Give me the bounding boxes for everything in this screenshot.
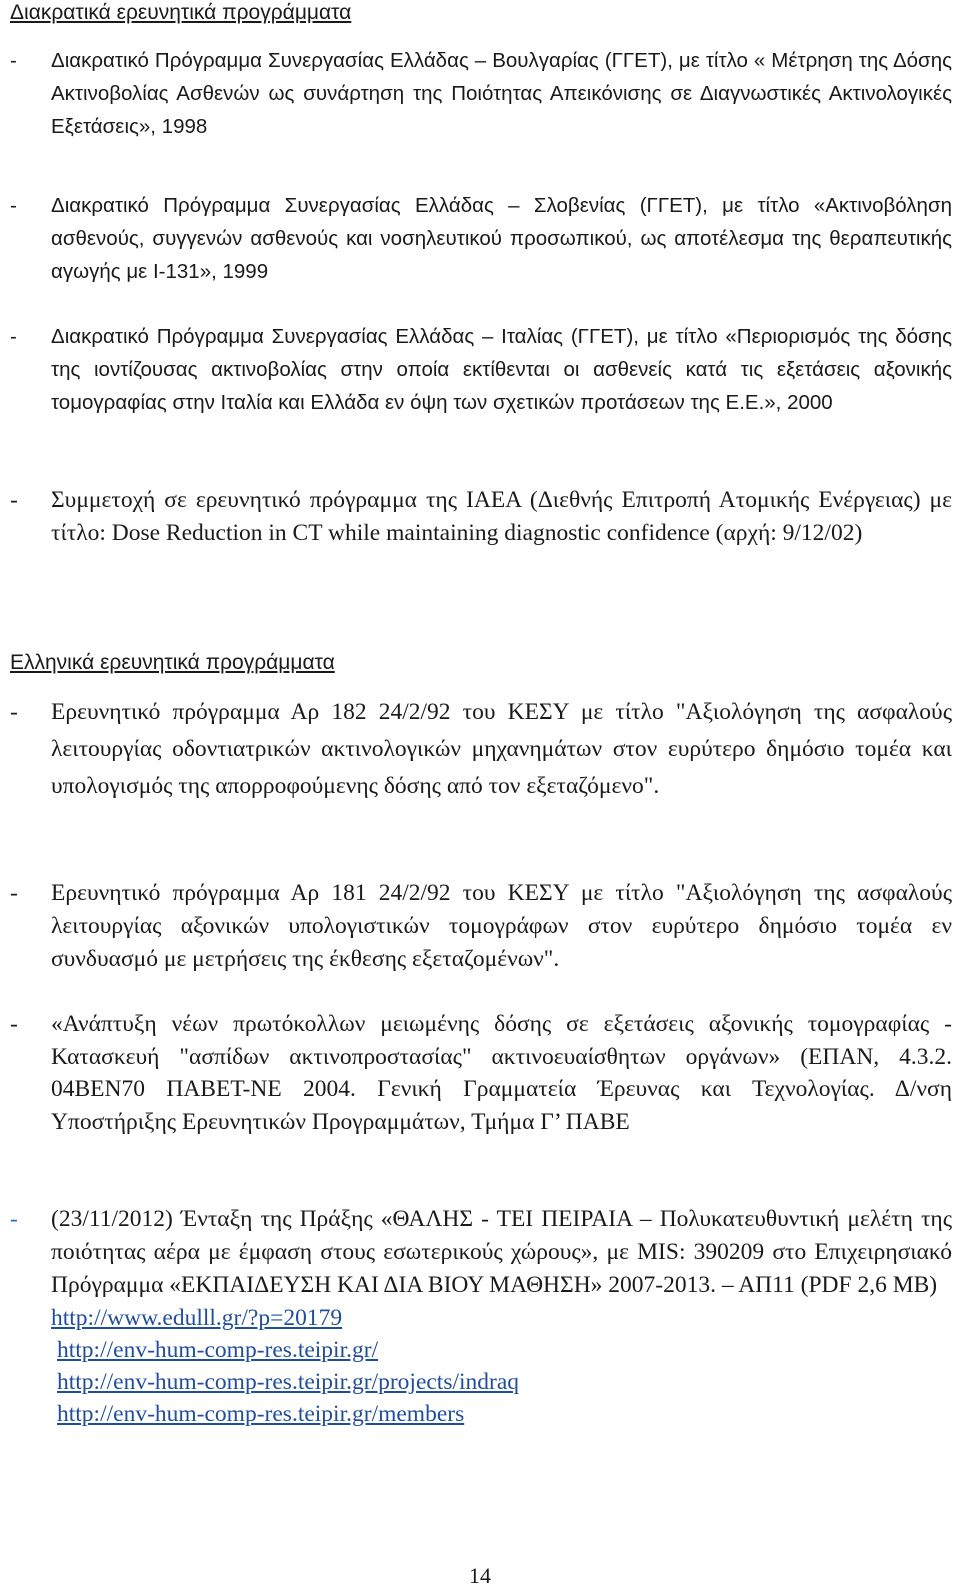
list-dash: - (10, 325, 17, 348)
list-dash: - (10, 699, 18, 725)
list-dash: - (10, 1011, 18, 1037)
list-dash: - (10, 487, 18, 513)
section-heading-transnational: Διακρατικά ερευνητικά προγράμματα (10, 1, 352, 24)
list-item-text: (23/11/2012) Ένταξη της Πράξης «ΘΑΛΗΣ - ΤΕΙ ΠΕΙΡΑΙΑ – Πολυκατευθυντική μελέτη της ποιότητας αέρα με έμφαση στους εσωτερικούς χώρους», με MIS: 390209 στο Επιχειρησιακό Πρόγραμμα «ΕΚΠΑΙΔΕΥΣΗ ΚΑΙ ΔΙΑ ΒΙΟΥ ΜΑΘΗΣΗ» 2007-2013. – ΑΠ11 (PDF 2,6 MB) (51, 1206, 952, 1298)
list-item-text: Διακρατικό Πρόγραμμα Συνεργασίας Ελλάδας – Σλοβενίας (ΓΓΕΤ), με τίτλο «Ακτινοβόληση ασθενούς, συγγενών ασθενούς και νοσηλευτικού προσωπικού, ως αποτέλεσμα της θεραπευτικής αγωγής με I-131», 1999 (51, 194, 952, 283)
section-heading-greek: Ελληνικά ερευνητικά προγράμματα (10, 651, 335, 674)
link-edulll[interactable]: http://www.edulll.gr/?p=20179 (51, 1305, 343, 1331)
list-dash: - (10, 49, 17, 72)
list-item-text: Διακρατικό Πρόγραμμα Συνεργασίας Ελλάδας – Βουλγαρίας (ΓΓΕΤ), με τίτλο « Μέτρηση της Δόσης Ακτινοβολίας Ασθενών ως συνάρτηση της Ποιότητας Απεικόνισης σε Διαγνωστικές Ακτινολογικές Εξετάσεις», 1998 (51, 49, 952, 138)
link-list (51, 1302, 952, 1430)
list-dash: - (10, 880, 18, 906)
list-item-text: «Ανάπτυξη νέων πρωτόκολλων μειωμένης δόσης σε εξετάσεις αξονικής τομογραφίας - Κατασκευή "ασπίδων ακτινοπροστασίας" ακτινοευαίσθητων οργάνων» (ΕΠΑΝ, 4.3.2. 04BEN70 ΠΑΒΕΤ-ΝΕ 2004. Γενική Γραμματεία Έρευνας και Τεχνολογίας. Δ/νση Υποστήριξης Ερευνητικών Προγραμμάτων, Τμήμα Γ’ ΠΑΒΕ (51, 1011, 952, 1135)
list-item (10, 1008, 952, 1138)
link-project-indraq[interactable]: http://env-hum-comp-res.teipir.gr/projects/indraq (57, 1369, 520, 1395)
list-dash: - (10, 194, 17, 217)
list-item-text: Ερευνητικό πρόγραμμα Αρ 182 24/2/92 του ΚΕΣΥ με τίτλο "Αξιολόγηση της ασφαλούς λειτουργίας οδοντιατρικών ακτινολογικών μηχανημάτων στον ευρύτερο δημόσιο τομέα και υπολογισμός της απορροφούμενης δόσης από τον εξεταζόμενο". (51, 699, 952, 799)
list-item (10, 694, 952, 805)
link-members[interactable]: http://env-hum-comp-res.teipir.gr/members (57, 1401, 465, 1427)
link-env-hum-comp-res[interactable]: http://env-hum-comp-res.teipir.gr/ (57, 1337, 379, 1363)
page-number: 14 (469, 1563, 491, 1588)
list-item (10, 189, 952, 288)
list-item (10, 44, 952, 143)
list-item (10, 320, 952, 419)
list-item (10, 484, 952, 550)
list-item (10, 877, 952, 976)
list-dash: - (10, 1206, 18, 1232)
list-item-text: Ερευνητικό πρόγραμμα Αρ 181 24/2/92 του ΚΕΣΥ με τίτλο "Αξιολόγηση της ασφαλούς λειτουργίας αξονικών υπολογιστικών τομογράφων στον ευρύτερο δημόσιο τομέα εν συνδυασμό με μετρήσεις της έκθεσης εξεταζομένων". (51, 880, 952, 972)
list-item-text: Διακρατικό Πρόγραμμα Συνεργασίας Ελλάδας – Ιταλίας (ΓΓΕΤ), με τίτλο «Περιορισμός της δόσης της ιοντίζουσας ακτινοβολίας στην οποία εκτίθενται οι ασθενείς κατά τις εξετάσεις αξονικής τομογραφίας στην Ιταλία και Ελλάδα εν όψη των σχετικών προτάσεων της Ε.Ε.», 2000 (51, 325, 952, 414)
list-item (10, 1203, 952, 1430)
list-item-text: Συμμετοχή σε ερευνητικό πρόγραμμα της IAEA (Διεθνής Επιτροπή Ατομικής Ενέργειας) με τίτλο: Dose Reduction in CT while maintaining diagnostic confidence (αρχή: 9/12/02) (51, 487, 952, 546)
